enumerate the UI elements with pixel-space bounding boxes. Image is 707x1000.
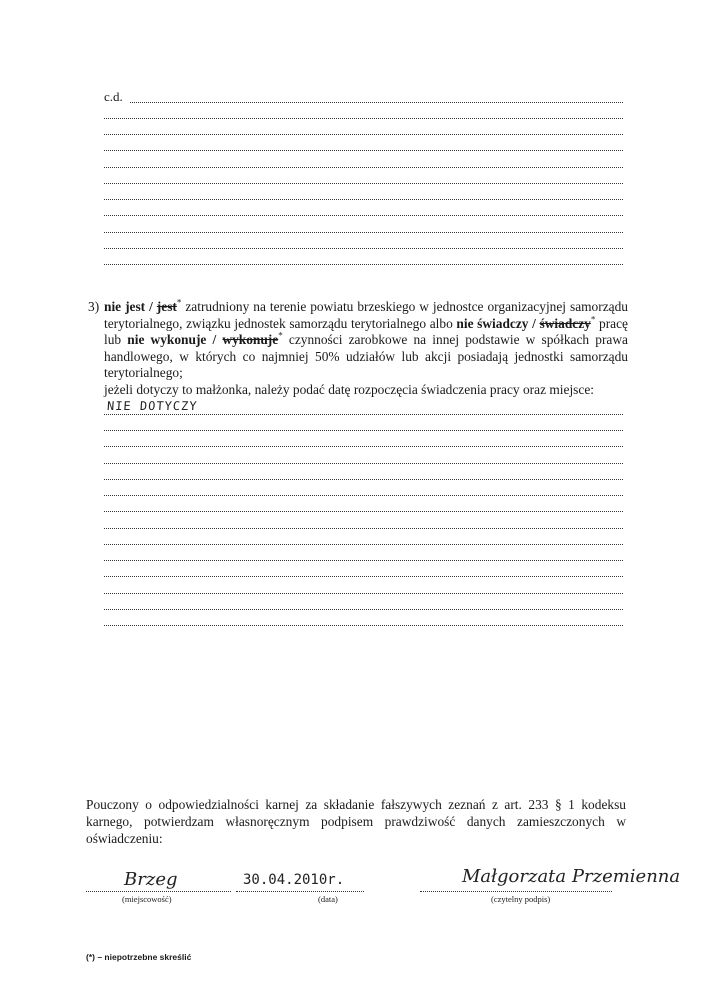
section-3-text-part2: pracę lub: [104, 315, 628, 348]
option-wykonuje-struck: wykonuje: [222, 332, 279, 348]
dotted-line: [104, 511, 623, 512]
dotted-line: [104, 134, 623, 135]
dotted-line: [104, 495, 623, 496]
liability-statement: Pouczony o odpowiedzialności karnej za składanie fałszywych zeznań z art. 233 § 1 kodeksu karnego, potwierdzam własnoręcznym podpisem prawdziwość danych zamieszczonych w oświadczeniu:: [86, 797, 626, 846]
handwritten-signature: Małgorzata Przemienna: [462, 866, 681, 887]
slash: /: [528, 315, 540, 331]
dotted-line: [104, 167, 623, 168]
dotted-line: [104, 199, 623, 200]
slash: /: [206, 332, 223, 348]
dotted-line: [104, 593, 623, 594]
dotted-line: [104, 576, 623, 577]
dotted-line: [104, 150, 623, 151]
dotted-line: [104, 414, 623, 415]
dotted-line: [104, 215, 623, 216]
dotted-line: [104, 248, 623, 249]
option-nie-wykonuje: nie wykonuje: [127, 332, 207, 348]
dotted-line: [104, 544, 623, 545]
section-3-text-part1: zatrudniony na terenie powiatu brzeskiego w jednostce organizacyjnej samorządu terytorialnego, związku jednostek samorządu terytorialnego albo: [104, 299, 628, 331]
handwritten-date: 30.04.2010r.: [243, 872, 345, 888]
place-line: [86, 891, 231, 892]
date-label: (data): [318, 894, 338, 904]
dotted-line: [104, 183, 623, 184]
option-jest-struck: jest: [156, 299, 177, 314]
handwritten-answer: NIE DOTYCZY: [106, 399, 198, 413]
section-number: 3): [88, 299, 100, 314]
section-3-text-part3: czynności zarobkowe na innej podstawie w spółkach prawa handlowego, w których co najmniej 50% udziałów lub akcji posiadają jednostki samorządu terytorialnego;: [104, 332, 628, 381]
dotted-line: [104, 446, 623, 447]
dotted-line: [104, 232, 623, 233]
section-3-text: [104, 299, 628, 399]
footnote-star: *: [278, 330, 283, 341]
dotted-line: [104, 463, 623, 464]
section-3: [88, 299, 628, 399]
date-line: [236, 891, 364, 892]
handwritten-place: Brzeg: [124, 869, 178, 890]
footnote: (*) – niepotrzebne skreślić: [86, 952, 192, 962]
option-nie-swiadczy: nie świadczy: [456, 315, 529, 331]
dotted-line: [104, 430, 623, 431]
option-swiadczy-struck: świadczy: [539, 315, 591, 331]
dotted-line: [104, 118, 623, 119]
dotted-line: [104, 264, 623, 265]
place-label: (miejscowość): [122, 894, 172, 904]
signature-label: (czytelny podpis): [491, 894, 551, 904]
spouse-instruction: jeżeli dotyczy to małżonka, należy podać datę rozpoczęcia świadczenia pracy oraz miejsce:: [104, 381, 594, 397]
signature-line: [420, 891, 612, 892]
dotted-line: [104, 528, 623, 529]
option-nie-jest: nie jest /: [104, 299, 153, 314]
dotted-line: [104, 609, 623, 610]
dotted-line: [104, 560, 623, 561]
dotted-line: [104, 479, 623, 480]
footnote-star: *: [176, 297, 182, 308]
dotted-line: [130, 102, 623, 103]
continuation-label: c.d.: [104, 89, 123, 104]
footnote-star: *: [590, 314, 596, 325]
dotted-line: [104, 625, 623, 626]
